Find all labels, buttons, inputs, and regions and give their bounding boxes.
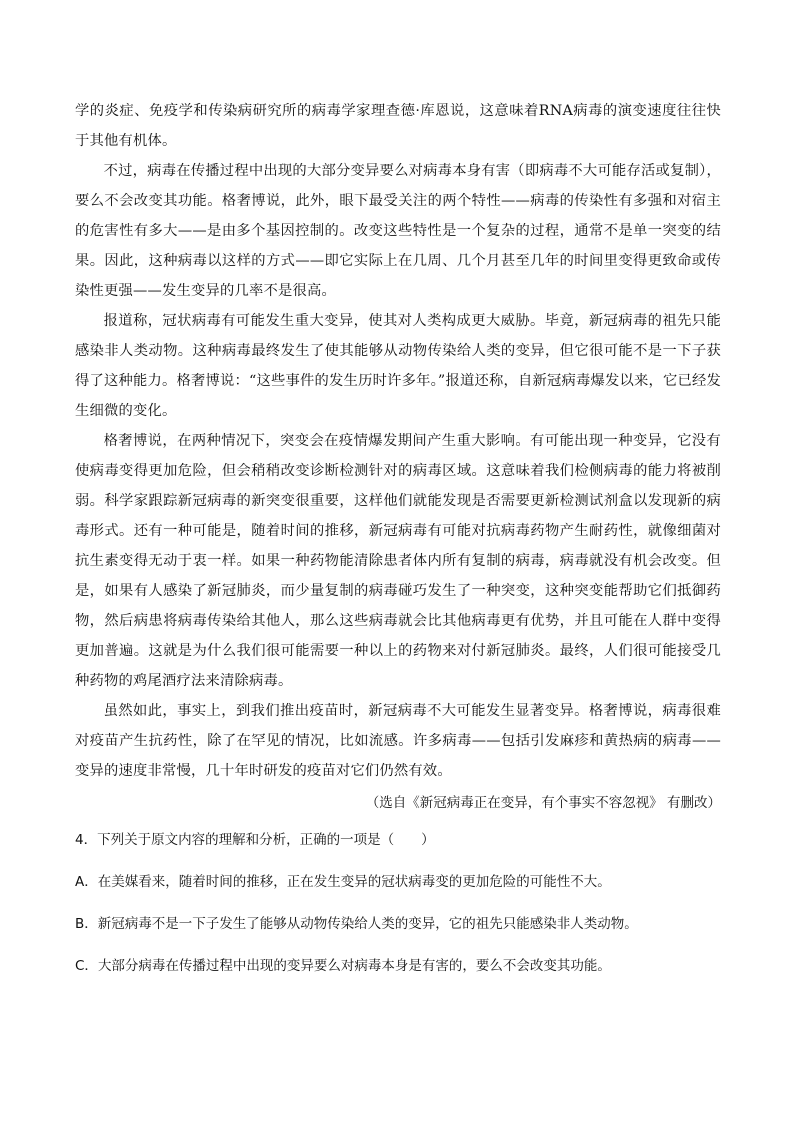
option-a-letter: A．: [75, 874, 98, 890]
passage-paragraph-2: 不过，病毒在传播过程中出现的大部分变异要么对病毒本身有害（即病毒不大可能存活或复制），要么不会改变其功能。格奢博说，此外，眼下最受关注的两个特性——病毒的传染性有多强和对宿主的危害性有多大——是由多个基因控制的。改变这些特性是一个复杂的过程，通常不是单一突变的结果。因此，这种病毒以这样的方式——即它实际上在几周、几个月甚至几年的时间里变得更致命或传染性更强——发生变异的几率不是很高。: [75, 163, 721, 299]
question-stem: 4．下列关于原文内容的理解和分析，正确的一项是（ ）: [75, 832, 435, 848]
option-c-text: 大部分病毒在传播过程中出现的变异要么对病毒本身是有害的，要么不会改变其功能。: [97, 958, 611, 974]
option-b: [75, 912, 721, 936]
option-b-letter: B．: [75, 916, 98, 932]
passage-paragraph-1: 学的炎症、免疫学和传染病研究所的病毒学家理查德·库恩说，这意味着RNA病毒的演变速度往往快于其他有机体。: [75, 103, 721, 149]
option-b-text: 新冠病毒不是一下子发生了能够从动物传染给人类的变异，它的祖先只能感染非人类动物。: [97, 916, 638, 932]
passage-paragraph-4: 格奢博说，在两种情况下，突变会在疫情爆发期间产生重大影响。有可能出现一种变异，它没有使病毒变得更加危险，但会稍稍改变诊断检测针对的病毒区域。这意味着我们检侧病毒的能力将被削弱。科学家跟踪新冠病毒的新突变很重要，这样他们就能发现是否需要更新检测试剂盒以发现新的病毒形式。还有一种可能是，随着时间的推移，新冠病毒有可能对抗病毒药物产生耐药性，就像细菌对抗生素变得无动于衷一样。如果一种药物能清除患者体内所有复制的病毒，病毒就没有机会改变。但是，如果有人感染了新冠肺炎，而少量复制的病毒碰巧发生了一种突变，这种突变能帮助它们抵御药物，然后病患将病毒传染给其他人，那么这些病毒就会比其他病毒更有优势，并且可能在人群中变得更加普遍。这就是为什么我们很可能需要一种以上的药物来对付新冠肺炎。最终，人们很可能接受几种药物的鸡尾酒疗法来清除病毒。: [75, 433, 721, 689]
document-page: [75, 96, 721, 996]
passage-paragraph-5: 虽然如此，事实上，到我们推出疫苗时，新冠病毒不大可能发生显著变异。格奢博说，病毒很难对疫苗产生抗药性，除了在罕见的情况，比如流感。许多病毒——包括引发麻疹和黄热病的病毒——变异的速度非常慢，几十年时研发的疫苗对它们仍然有效。: [75, 703, 721, 779]
question-4: [75, 828, 721, 978]
option-a-text: 在美媒看来，随着时间的推移，正在发生变异的冠状病毒变的更加危险的可能性不大。: [97, 874, 611, 890]
option-c: [75, 954, 721, 978]
passage-source: （选自《新冠病毒正在变异，有个事实不容忽视》 有删改）: [365, 795, 721, 811]
option-a: [75, 870, 721, 894]
passage-paragraph-3: 报道称，冠状病毒有可能发生重大变异，使其对人类构成更大威胁。毕竟，新冠病毒的祖先只能感染非人类动物。这种病毒最终发生了使其能够从动物传染给人类的变异，但它很可能不是一下子获得了这种能力。格奢博说：“这些事件的发生历时许多年。”报道还称，自新冠病毒爆发以来，它已经发生细微的变化。: [75, 313, 721, 419]
option-c-letter: C．: [75, 958, 98, 974]
reading-passage: [75, 96, 721, 786]
